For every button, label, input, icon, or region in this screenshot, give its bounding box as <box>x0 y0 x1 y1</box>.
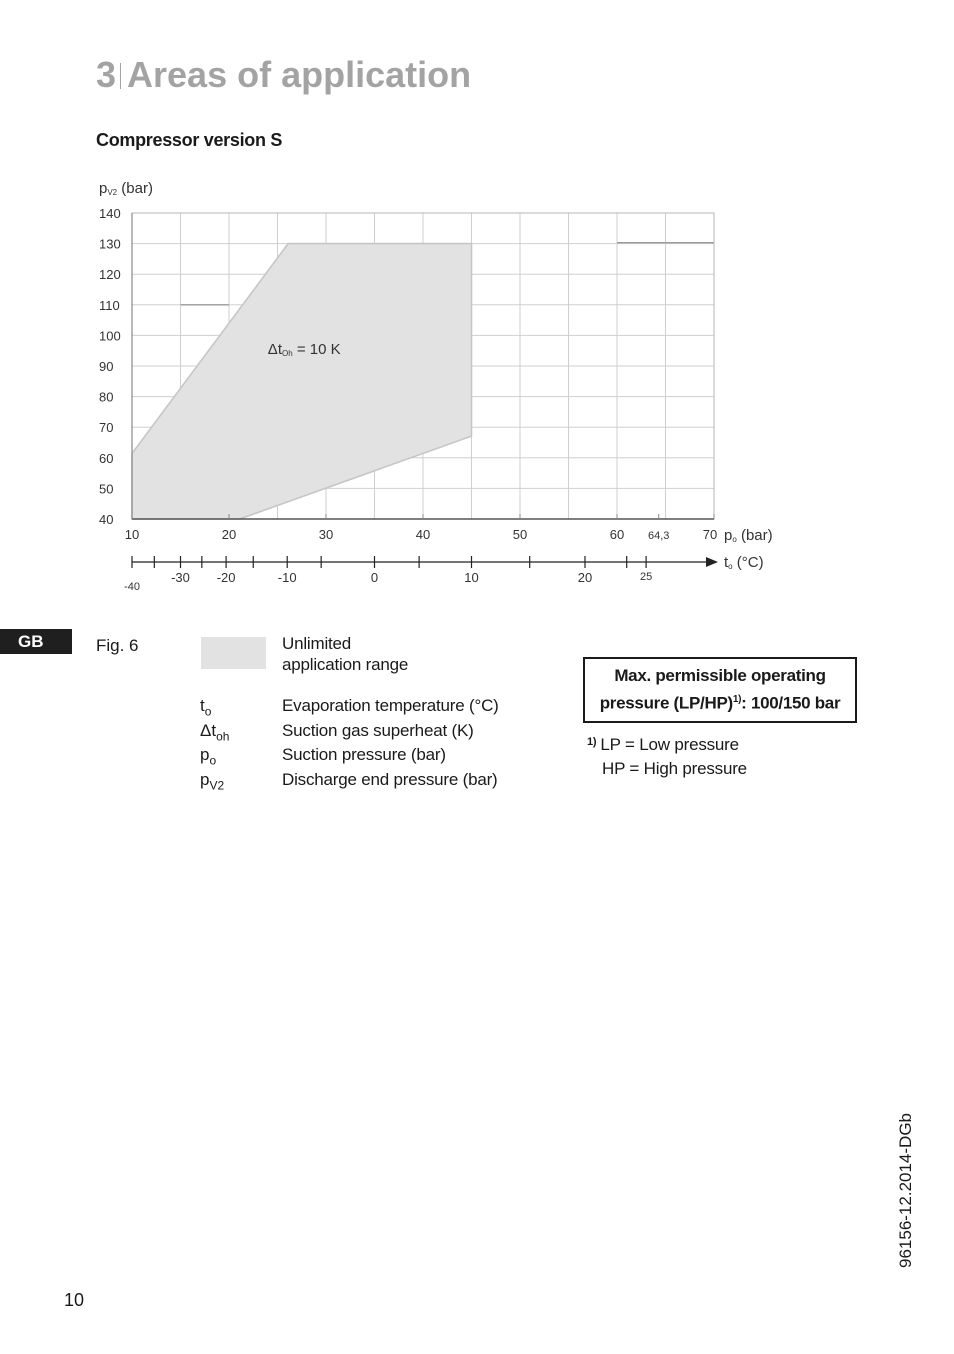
y-tick-label: 50 <box>99 481 114 497</box>
y-axis-label: pV2 (bar) <box>99 180 153 197</box>
y-tick-label: 90 <box>99 359 114 374</box>
y-tick-label: 60 <box>99 450 114 466</box>
footnote-line1: LP = Low pressure <box>600 735 739 754</box>
temp-tick-label: 0 <box>370 570 379 585</box>
x-tick-label: 10 <box>124 527 140 542</box>
symbol-pv2: $p_{V2}$ <box>200 770 225 793</box>
range-legend-text <box>282 633 408 675</box>
x-tick-label: 60 <box>609 527 625 542</box>
x-tick-label: 40 <box>415 527 431 542</box>
y-tick-label: 140 <box>99 206 121 221</box>
chapter-number: 3 <box>96 54 117 95</box>
y-tick-label: 40 <box>99 512 114 527</box>
footnote-mark: 1) <box>587 736 597 748</box>
temp-axis-arrow <box>706 557 718 567</box>
y-tick-label: 110 <box>99 297 120 313</box>
y-tick-label: 80 <box>99 389 114 405</box>
x-tick-label: 30 <box>318 527 334 542</box>
temp-tick-label: 10 <box>464 570 479 585</box>
superheat-annotation: ΔtOh = 10 K <box>267 340 341 358</box>
temp-tick-label: -10 <box>277 570 297 585</box>
x-tick-label: 64,3 <box>647 530 670 542</box>
symbol-to: $t_o$ <box>200 696 212 719</box>
symbol-dtoh: $\Delta t_{oh}$ <box>200 721 230 744</box>
y-tick-label: 120 <box>99 267 121 283</box>
x-tick-label: 20 <box>221 527 237 542</box>
symbol-to-description: Evaporation temperature (°C) <box>282 696 499 715</box>
x-tick-label: 50 <box>512 527 528 542</box>
y-tick-labels <box>99 206 121 527</box>
chapter-title: Areas of application <box>127 54 472 95</box>
x-tick-label: 70 <box>702 527 718 542</box>
range-legend-line1: Unlimited <box>282 634 352 653</box>
symbol-po-description: Suction pressure (bar) <box>282 745 446 764</box>
max-pressure-line1: Max. permissible operating <box>614 666 826 685</box>
temp-tick-label: 20 <box>577 570 593 585</box>
range-legend-line2: application range <box>282 655 409 674</box>
y-tick-label: 70 <box>99 420 114 436</box>
x-axis-label: po (bar) <box>724 527 773 544</box>
temp-tick-label: -40 <box>124 581 140 593</box>
temp-tick-label: 25 <box>639 571 653 583</box>
temp-tick-label: -20 <box>216 570 236 585</box>
page-number: 10 <box>64 1290 85 1310</box>
y-tick-label: 100 <box>99 328 121 344</box>
symbol-pv2-description: Discharge end pressure (bar) <box>282 770 498 789</box>
language-tab-gb: GB <box>0 629 72 654</box>
y-tick-label: 130 <box>99 236 121 252</box>
temp-axis-label: to (°C) <box>724 554 764 571</box>
x-tick-labels <box>125 527 717 542</box>
footnote-line2: HP = High pressure <box>602 759 747 778</box>
application-range-chart <box>0 0 954 610</box>
max-pressure-line2: pressure $(LP/HP)^{1)}$: 100/150 bar <box>599 693 841 713</box>
range-swatch <box>201 637 266 669</box>
temp-tick-labels <box>124 570 652 593</box>
compressor-version-heading: Compressor version S <box>96 130 283 150</box>
footnote <box>587 730 747 781</box>
document-id: 96156-12.2014-DGb <box>896 1112 915 1268</box>
max-pressure-box <box>583 657 857 723</box>
figure-label: Fig. 6 <box>96 636 139 655</box>
symbol-dtoh-description: Suction gas superheat (K) <box>282 721 474 740</box>
symbol-po: $p_o$ <box>200 745 217 768</box>
temp-tick-label: -30 <box>171 570 190 585</box>
